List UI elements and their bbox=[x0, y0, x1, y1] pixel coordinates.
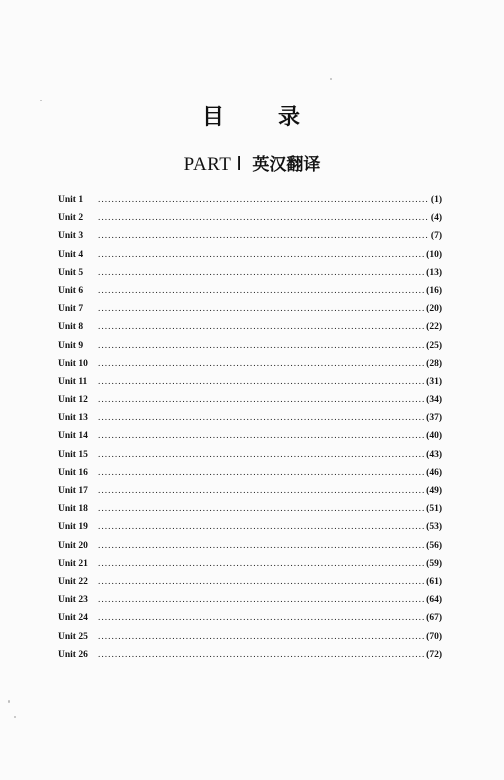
toc-unit-label: Unit 10 bbox=[58, 358, 88, 369]
toc-unit-label: Unit 18 bbox=[58, 504, 88, 515]
toc-page-number: (56) bbox=[426, 540, 442, 551]
toc-unit-label: Unit 17 bbox=[58, 486, 88, 496]
toc-entry[interactable] bbox=[58, 377, 442, 395]
toc-page-number: (70) bbox=[426, 631, 442, 642]
toc-dot-leader bbox=[98, 431, 424, 441]
toc-entry[interactable] bbox=[58, 450, 442, 468]
toc-dot-leader bbox=[98, 486, 424, 496]
toc-entry[interactable] bbox=[58, 522, 442, 540]
toc-dot-leader bbox=[98, 559, 424, 569]
toc-dot-leader bbox=[98, 250, 424, 260]
toc-dot-leader bbox=[98, 522, 424, 532]
toc-page-number: (43) bbox=[426, 449, 442, 460]
toc-unit-label: Unit 2 bbox=[58, 213, 84, 224]
toc-unit-label: Unit 7 bbox=[58, 304, 84, 315]
scan-speck bbox=[8, 700, 10, 703]
toc-unit-label: Unit 9 bbox=[58, 340, 84, 351]
toc-unit-label: Unit 22 bbox=[58, 576, 88, 587]
toc-page-number: (61) bbox=[426, 576, 442, 587]
toc-unit-label: Unit 25 bbox=[58, 631, 88, 642]
table-of-contents bbox=[58, 195, 442, 668]
toc-unit-label: Unit 11 bbox=[58, 376, 88, 387]
toc-unit-label: Unit 19 bbox=[58, 522, 88, 533]
toc-dot-leader bbox=[98, 650, 424, 660]
toc-entry[interactable] bbox=[58, 213, 442, 231]
toc-dot-leader bbox=[98, 595, 424, 605]
toc-page-number: (46) bbox=[426, 467, 442, 478]
page-title bbox=[0, 100, 504, 131]
toc-entry[interactable] bbox=[58, 595, 442, 613]
toc-dot-leader bbox=[98, 286, 424, 296]
toc-page-number: (53) bbox=[426, 522, 442, 533]
toc-dot-leader bbox=[98, 541, 424, 551]
toc-dot-leader bbox=[98, 377, 424, 387]
toc-unit-label: Unit 20 bbox=[58, 540, 88, 551]
toc-dot-leader bbox=[98, 577, 424, 587]
toc-entry[interactable] bbox=[58, 250, 442, 268]
toc-page-number: (13) bbox=[426, 267, 442, 278]
part-title: 英汉翻译 bbox=[252, 155, 321, 175]
toc-unit-label: Unit 1 bbox=[58, 195, 84, 205]
toc-page-number: (16) bbox=[426, 285, 442, 296]
toc-dot-leader bbox=[98, 195, 429, 205]
scan-speck bbox=[330, 78, 332, 80]
toc-page-number: (31) bbox=[426, 376, 442, 387]
toc-entry[interactable] bbox=[58, 322, 442, 340]
part-label: PART Ⅰ bbox=[183, 154, 243, 175]
toc-dot-leader bbox=[98, 322, 424, 332]
toc-entry[interactable] bbox=[58, 413, 442, 431]
toc-page-number: (20) bbox=[426, 304, 442, 315]
title-char-1: 目 bbox=[201, 105, 226, 130]
toc-unit-label: Unit 8 bbox=[58, 322, 84, 333]
toc-entry[interactable] bbox=[58, 195, 442, 213]
toc-dot-leader bbox=[98, 450, 424, 460]
toc-unit-label: Unit 6 bbox=[58, 285, 84, 296]
toc-page-number: (40) bbox=[426, 431, 442, 442]
toc-unit-label: Unit 26 bbox=[58, 649, 88, 660]
toc-entry[interactable] bbox=[58, 431, 442, 449]
toc-unit-label: Unit 14 bbox=[58, 431, 88, 442]
toc-entry[interactable] bbox=[58, 632, 442, 650]
toc-entry[interactable] bbox=[58, 504, 442, 522]
toc-entry[interactable] bbox=[58, 231, 442, 249]
toc-unit-label: Unit 24 bbox=[58, 613, 88, 624]
toc-page-number: (7) bbox=[430, 231, 442, 242]
toc-dot-leader bbox=[98, 413, 424, 423]
toc-dot-leader bbox=[98, 341, 424, 351]
toc-entry[interactable] bbox=[58, 613, 442, 631]
toc-entry[interactable] bbox=[58, 541, 442, 559]
toc-unit-label: Unit 4 bbox=[58, 249, 84, 260]
toc-page-number: (37) bbox=[426, 413, 442, 424]
toc-dot-leader bbox=[98, 504, 424, 514]
toc-page-number: (59) bbox=[426, 558, 442, 569]
toc-unit-label: Unit 12 bbox=[58, 395, 88, 406]
toc-page-number: (25) bbox=[426, 340, 442, 351]
toc-unit-label: Unit 3 bbox=[58, 231, 84, 242]
toc-entry[interactable] bbox=[58, 468, 442, 486]
toc-entry[interactable] bbox=[58, 650, 442, 668]
toc-page-number: (34) bbox=[426, 395, 442, 406]
toc-dot-leader bbox=[98, 632, 424, 642]
toc-unit-label: Unit 13 bbox=[58, 413, 88, 424]
toc-page-number: (67) bbox=[426, 613, 442, 624]
toc-page-number: (22) bbox=[426, 322, 442, 333]
toc-entry[interactable] bbox=[58, 395, 442, 413]
toc-page-number: (72) bbox=[426, 649, 442, 660]
toc-entry[interactable] bbox=[58, 486, 442, 504]
toc-page-number: (10) bbox=[426, 249, 442, 260]
toc-dot-leader bbox=[98, 213, 429, 223]
toc-entry[interactable] bbox=[58, 304, 442, 322]
toc-entry[interactable] bbox=[58, 341, 442, 359]
toc-page-number: (49) bbox=[426, 486, 442, 496]
toc-page-number: (28) bbox=[426, 358, 442, 369]
toc-dot-leader bbox=[98, 395, 424, 405]
toc-unit-label: Unit 23 bbox=[58, 595, 88, 606]
toc-page-number: (1) bbox=[430, 195, 442, 205]
toc-page-number: (4) bbox=[430, 213, 442, 224]
toc-dot-leader bbox=[98, 304, 424, 314]
toc-unit-label: Unit 16 bbox=[58, 467, 88, 478]
toc-unit-label: Unit 5 bbox=[58, 267, 84, 278]
toc-entry[interactable] bbox=[58, 286, 442, 304]
toc-page-number: (64) bbox=[426, 595, 442, 606]
toc-dot-leader bbox=[98, 231, 429, 241]
toc-dot-leader bbox=[98, 268, 424, 278]
toc-dot-leader bbox=[98, 468, 424, 478]
toc-entry[interactable] bbox=[58, 577, 442, 595]
scan-speck bbox=[14, 716, 16, 718]
toc-entry[interactable] bbox=[58, 268, 442, 286]
toc-unit-label: Unit 21 bbox=[58, 558, 88, 569]
title-char-2: 录 bbox=[278, 105, 303, 130]
toc-dot-leader bbox=[98, 359, 424, 369]
toc-page-number: (51) bbox=[426, 504, 442, 515]
toc-entry[interactable] bbox=[58, 559, 442, 577]
toc-entry[interactable] bbox=[58, 359, 442, 377]
toc-dot-leader bbox=[98, 613, 424, 623]
toc-unit-label: Unit 15 bbox=[58, 449, 88, 460]
part-heading bbox=[0, 150, 504, 176]
